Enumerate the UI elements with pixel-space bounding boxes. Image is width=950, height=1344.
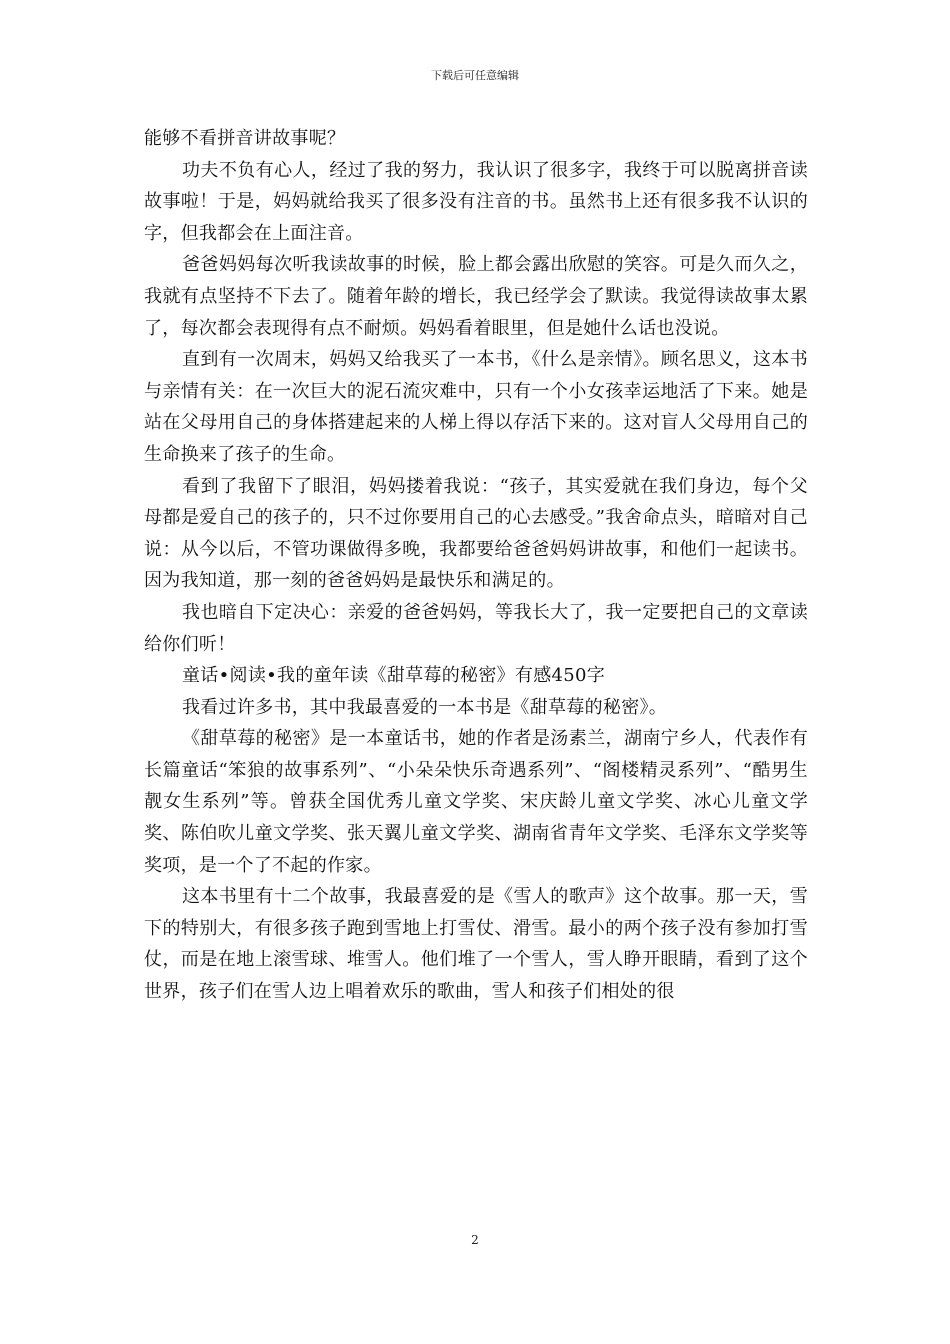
paragraph: 爸爸妈妈每次听我读故事的时候，脸上都会露出欣慰的笑容。可是久而久之，我就有点坚持不下去了。随着年龄的增长，我已经学会了默读。我觉得读故事太累了，每次都会表现得有点不耐烦。妈妈看着眼里，但是她什么话也没说。 <box>144 254 808 339</box>
paragraph: 我看过许多书，其中我最喜爱的一本书是《甜草莓的秘密》。 <box>182 696 668 718</box>
paragraph: 直到有一次周末，妈妈又给我买了一本书，《什么是亲情》。顾名思义，这本书与亲情有关：在一次巨大的泥石流灾难中，只有一个小女孩幸运地活了下来。她是站在父母用自己的身体搭建起来的人梯上得以存活下来的。这对盲人父母用自己的生命换来了孩子的生命。 <box>144 349 808 465</box>
document-body <box>144 123 808 1008</box>
paragraph: 功夫不负有心人，经过了我的努力，我认识了很多字，我终于可以脱离拼音读故事啦！于是，妈妈就给我买了很多没有注音的书。虽然书上还有很多我不认识的字，但我都会在上面注音。 <box>144 159 808 244</box>
paragraph: 《甜草莓的秘密》是一本童话书，她的作者是汤素兰，湖南宁乡人，代表作有长篇童话“笨狼的故事系列”、“小朵朵快乐奇遇系列”、“阁楼精灵系列”、“酷男生靓女生系列”等。曾获全国优秀儿童文学奖、宋庆龄儿童文学奖、冰心儿童文学奖、陈伯吹儿童文学奖、张天翼儿童文学奖、湖南省青年文学奖、毛泽东文学奖等奖项，是一个了不起的作家。 <box>144 728 808 876</box>
paragraph: 我也暗自下定决心：亲爱的爸爸妈妈，等我长大了，我一定要把自己的文章读给你们听！ <box>144 601 808 655</box>
page-number: 2 <box>471 1233 479 1247</box>
paragraph: 能够不看拼音讲故事呢？ <box>144 128 346 149</box>
section-title: 童话•阅读•我的童年读《甜草莓的秘密》有感450字 <box>182 665 606 687</box>
paragraph: 这本书里有十二个故事，我最喜爱的是《雪人的歌声》这个故事。那一天，雪下的特别大，有很多孩子跑到雪地上打雪仗、滑雪。最小的两个孩子没有参加打雪仗，而是在地上滚雪球、堆雪人。他们堆了一个雪人，雪人睁开眼睛，看到了这个世界，孩子们在雪人边上唱着欢乐的歌曲，雪人和孩子们相处的很 <box>144 886 808 1003</box>
page-header: 下载后可任意编辑 <box>431 69 519 82</box>
paragraph: 看到了我留下了眼泪，妈妈搂着我说：“孩子，其实爱就在我们身边，每个父母都是爱自己的孩子的，只不过你要用自己的心去感受。”我舍命点头，暗暗对自己说：从今以后，不管功课做得多晚，我都要给爸爸妈妈讲故事，和他们一起读书。因为我知道，那一刻的爸爸妈妈是最快乐和满足的。 <box>144 475 808 592</box>
